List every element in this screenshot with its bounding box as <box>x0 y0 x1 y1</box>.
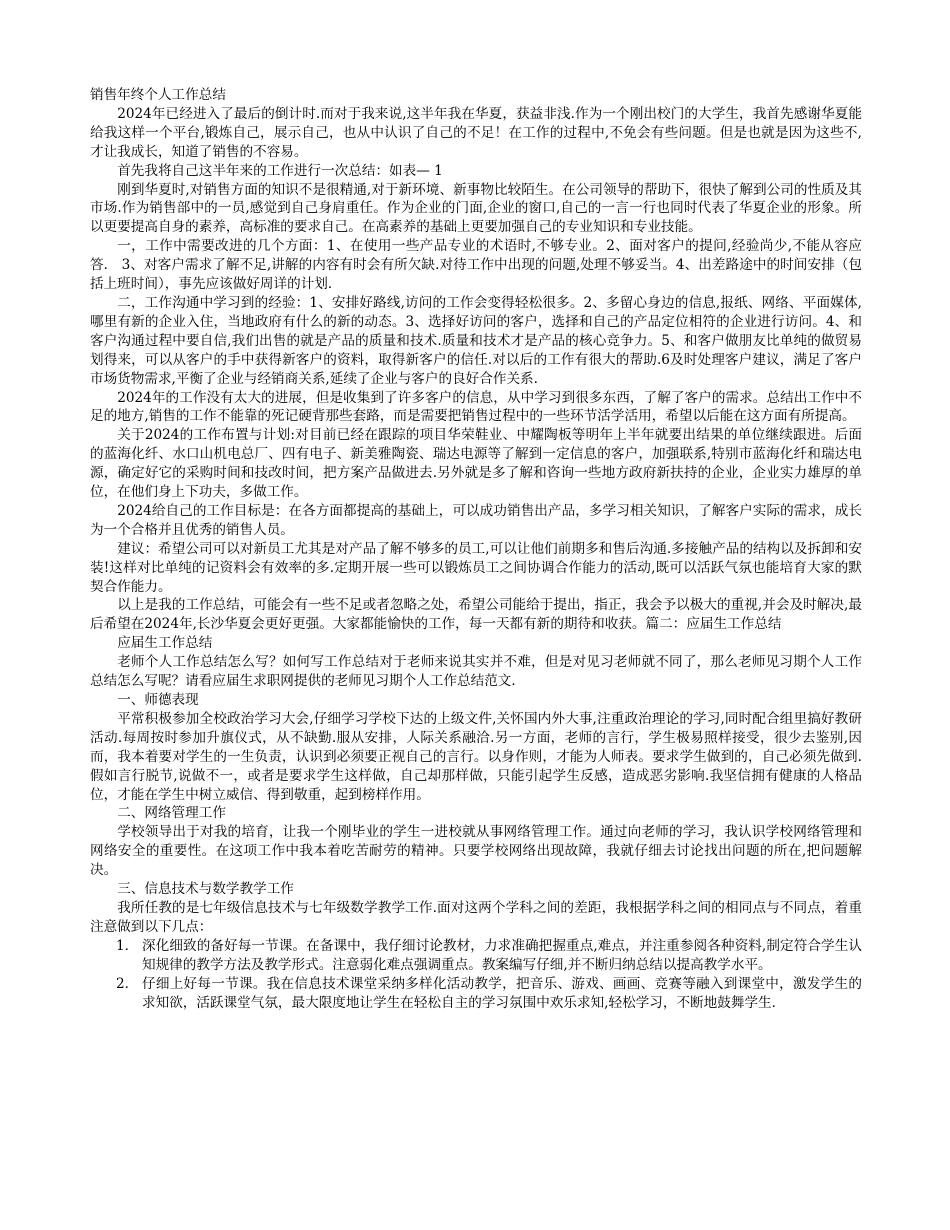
paragraph: 关于2024的工作布置与计划:对目前已经在跟踪的项目华荣鞋业、中耀陶板等明年上半年就要出结果的单位继续跟进。后面的蓝海化纤、水口山机电总厂、四有电子、新美雅陶瓷、瑞达电源等了解到一定信息的客户，加强联系,特别市蓝海化纤和瑞达电源，确定好它的采购时间和技改时间，把方案产品做进去.另外就是多了解和咨询一些地方政府新扶持的企业，企业实力雄厚的单位，在他们身上下功夫，多做工作。 <box>90 427 862 501</box>
list-item <box>90 975 862 1013</box>
paragraph: 建议：希望公司可以对新员工尤其是对产品了解不够多的员工,可以让他们前期多和售后沟通.多接触产品的结构以及拆卸和安装!这样对比单纯的记资料会有效率的多.定期开展一些可以锻炼员工之间协调合作能力的活动,既可以活跃气氛也能培育大家的默契合作能力。 <box>90 540 862 595</box>
paragraph: 首先我将自己这半年来的工作进行一次总结：如表— 1 <box>117 162 443 179</box>
list-text: 仔细上好每一节课。我在信息技术课堂采纳多样化活动教学，把音乐、游戏、画画、竞赛等融入到课堂中，激发学生的求知欲，活跃课堂气氛，最大限度地让学生在轻松自主的学习氛围中欢乐求知,轻松学习，不断地鼓舞学生． <box>142 975 862 1011</box>
section-title: 应届生工作总结 <box>117 635 213 652</box>
list-item <box>90 937 862 975</box>
document-title: 销售年终个人工作总结 <box>90 87 226 103</box>
section-heading: 三、信息技术与数学教学工作 <box>117 881 294 898</box>
paragraph: 二，工作沟通中学习到的经验：1、安排好路线,访问的工作会变得轻松很多。2、多留心身边的信息,报纸、网络、平面媒体,哪里有新的企业入住，当地政府有什么的新的动态。3、选择好访问的客户，选择和自己的产品定位相符的企业进行访问。4、和客户沟通过程中要自信,我们出售的就是产品的质量和技术.质量和技术才是产品的核心竞争力。5、和客户做朋友比单纯的做贸易划得来，可以从客户的手中获得新客户的资料，取得新客户的信任.对以后的工作有很大的帮助.6及时处理客户建议，满足了客户市场货物需求,平衡了企业与经销商关系,延续了企业与客户的良好合作关系. <box>90 294 862 387</box>
section-heading: 一、师德表现 <box>117 692 199 708</box>
document-page <box>90 86 862 1012</box>
section-heading: 二、网络管理工作 <box>117 805 226 822</box>
paragraph: 一，工作中需要改进的几个方面：1、在使用一些产品专业的术语时,不够专业。2、面对客户的提问,经验尚少,不能从容应答． 3、对客户需求了解不足,讲解的内容有时会有所欠缺.对待工作中出现的问题,处理不够妥当。4、出差路途中的时间安排（包括上班时间），事先应该做好周详的计划． <box>90 238 862 293</box>
paragraph: 刚到华夏时,对销售方面的知识不是很精通,对于新环境、新事物比较陌生。在公司领导的帮助下，很快了解到公司的性质及其市场.作为销售部中的一员,感觉到自己身肩重任。作为企业的门面,企业的窗口,自己的一言一行也同时代表了华夏企业的形象。所以更要提高自身的素养，高标准的要求自己。在高素养的基础上更要加强自己的专业知识和专业技能。 <box>90 181 862 236</box>
numbered-list <box>90 937 862 1013</box>
paragraph: 2024给自己的工作目标是：在各方面都提高的基础上，可以成功销售出产品，多学习相关知识，了解客户实际的需求，成长为一个合格并且优秀的销售人员。 <box>90 502 862 538</box>
paragraph: 学校领导出于对我的培育，让我一个刚毕业的学生一进校就从事网络管理工作。通过向老师的学习，我认识学校网络管理和网络安全的重要性。在这项工作中我本着吃苦耐劳的精神。只要学校网络出现故障，我就仔细去讨论找出问题的所在,把问题解决。 <box>90 824 862 879</box>
paragraph: 我所任教的是七年级信息技术与七年级数学教学工作.面对这两个学科之间的差距，我根据学科之间的相同点与不同点，着重注意做到以下几点： <box>90 899 862 935</box>
paragraph: 老师个人工作总结怎么写？如何写工作总结对于老师来说其实并不难，但是对见习老师就不同了，那么老师见习期个人工作总结怎么写呢？请看应届生求职网提供的老师见习期个人工作总结范文． <box>90 654 862 690</box>
list-text: 深化细致的备好每一节课。在备课中，我仔细讨论教材，力求准确把握重点,难点，并注重参阅各种资料,制定符合学生认知规律的教学方法及教学形式。注意弱化难点强调重点。教案编写仔细,并不断归纳总结以提高教学水平。 <box>142 937 862 973</box>
paragraph: 2024年已经进入了最后的倒计时.而对于我来说,这半年我在华夏，获益非浅.作为一个刚出校门的大学生，我首先感谢华夏能给我这样一个平台,锻炼自己，展示自己，也从中认识了自己的不足！在工作的过程中,不免会有些问题。但是也就是因为这些不,才让我成长，知道了销售的不容易。 <box>90 105 862 160</box>
paragraph: 平常积极参加全校政治学习大会,仔细学习学校下达的上级文件,关怀国内外大事,注重政治理论的学习,同时配合组里搞好教研活动.每周按时参加升旗仪式，从不缺勤.服从安排，人际关系融洽.另一方面，老师的言行，学生极易照样接受，很少去鉴别,因而，我本着要对学生的一生负责，认识到必须要正视自己的言行。以身作则，才能为人师表。要求学生做到的，自己必须先做到.假如言行脱节,说做不一，或者是要求学生这样做，自己却那样做，只能引起学生反感，造成恶劣影响.我坚信拥有健康的人格品位，才能在学生中树立威信、得到敬重，起到榜样作用。 <box>90 710 862 803</box>
paragraph: 2024年的工作没有太大的进展，但是收集到了许多客户的信息，从中学习到很多东西，了解了客户的需求。总结出工作中不足的地方,销售的工作不能靠的死记硬背那些套路，而是需要把销售过程中的一些环节活学活用，希望以后能在这方面有所提高。 <box>90 389 862 425</box>
list-number: 1． <box>116 937 139 954</box>
list-number: 2． <box>116 975 139 992</box>
paragraph: 以上是我的工作总结，可能会有一些不足或者忽略之处，希望公司能给于提出，指正，我会予以极大的重视,并会及时解决,最后希望在2024年,长沙华夏会更好更强。大家都能愉快的工作，每一天都有新的期待和收获。篇二：应届生工作总结 <box>90 597 862 633</box>
